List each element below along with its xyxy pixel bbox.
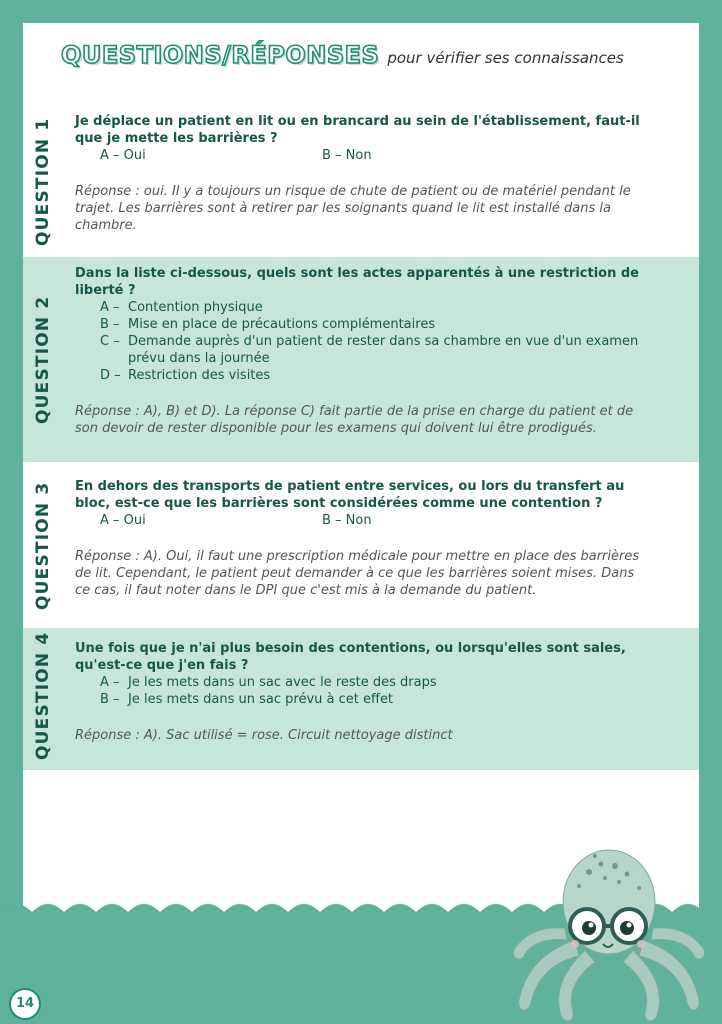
answer-text: Réponse : oui. Il y a toujours un risque de chute de patient ou de matériel pendant le trajet. Les barrières sont à retirer par les soignants quand le lit est installé dans la chambre. <box>75 184 631 233</box>
options-row <box>100 512 647 529</box>
answer-text: Réponse : A). Oui, il faut une prescription médicale pour mettre en place des barrières de lit. Cependant, le patient peut demander à ce que les barrières soient mises. Dans ce cas, il faut noter dans le DPI que c'est mis à la demande du patient. <box>75 549 640 598</box>
answer-text: Réponse : A). Sac utilisé = rose. Circuit nettoyage distinct <box>75 728 453 743</box>
option-b: B – Non <box>322 148 372 163</box>
question-label: QUESTION 2 <box>33 295 53 424</box>
question-text: En dehors des transports de patient entre services, ou lors du transfert au bloc, est-ce que les barrières sont considérées comme une contention ? <box>75 479 625 511</box>
option-b: B – Non <box>322 513 372 528</box>
octopus-mascot-icon <box>505 830 705 1024</box>
options-list <box>100 299 647 384</box>
question-block-2 <box>23 257 699 462</box>
question-block-4 <box>23 628 699 770</box>
question-content <box>75 265 647 437</box>
option-item: B – Mise en place de précautions complémentaires <box>100 317 436 332</box>
option-item: B – Je les mets dans un sac prévu à cet effet <box>100 692 394 707</box>
option-item: D – Restriction des visites <box>100 368 271 383</box>
question-text: Je déplace un patient en lit ou en brancard au sein de l'établissement, faut-il que je mette les barrières ? <box>75 114 640 146</box>
option-item: A – Je les mets dans un sac avec le reste des draps <box>100 675 437 690</box>
question-content <box>75 640 647 744</box>
options-list <box>100 674 647 708</box>
page-subtitle: pour vérifier ses connaissances <box>387 49 624 67</box>
options-row <box>100 147 647 164</box>
question-label: QUESTION 3 <box>33 481 53 611</box>
question-label: QUESTION 4 <box>33 631 53 760</box>
option-item: A – Contention physique <box>100 300 263 315</box>
option-a: A – Oui <box>100 148 146 163</box>
question-block-1 <box>23 107 699 257</box>
page-number: 14 <box>9 988 41 1020</box>
question-text: Une fois que je n'ai plus besoin des contentions, ou lorsqu'elles sont sales, qu'est-ce que j'en fais ? <box>75 641 626 673</box>
page-header <box>61 41 624 81</box>
question-label: QUESTION 1 <box>33 117 53 247</box>
option-item: C – Demande auprès d'un patient de rester dans sa chambre en vue d'un examen prévu dans la journée <box>100 334 639 366</box>
answer-text: Réponse : A), B) et D). La réponse C) fait partie de la prise en charge du patient et de son devoir de rester disponible pour les examens qui doivent lui être prodigués. <box>75 404 634 436</box>
question-block-3 <box>23 462 699 628</box>
option-a: A – Oui <box>100 513 146 528</box>
page-title: QUESTIONS/RÉPONSES <box>61 41 380 69</box>
question-content <box>75 113 647 234</box>
question-text: Dans la liste ci-dessous, quels sont les actes apparentés à une restriction de liberté ? <box>75 266 640 298</box>
question-content <box>75 478 647 599</box>
